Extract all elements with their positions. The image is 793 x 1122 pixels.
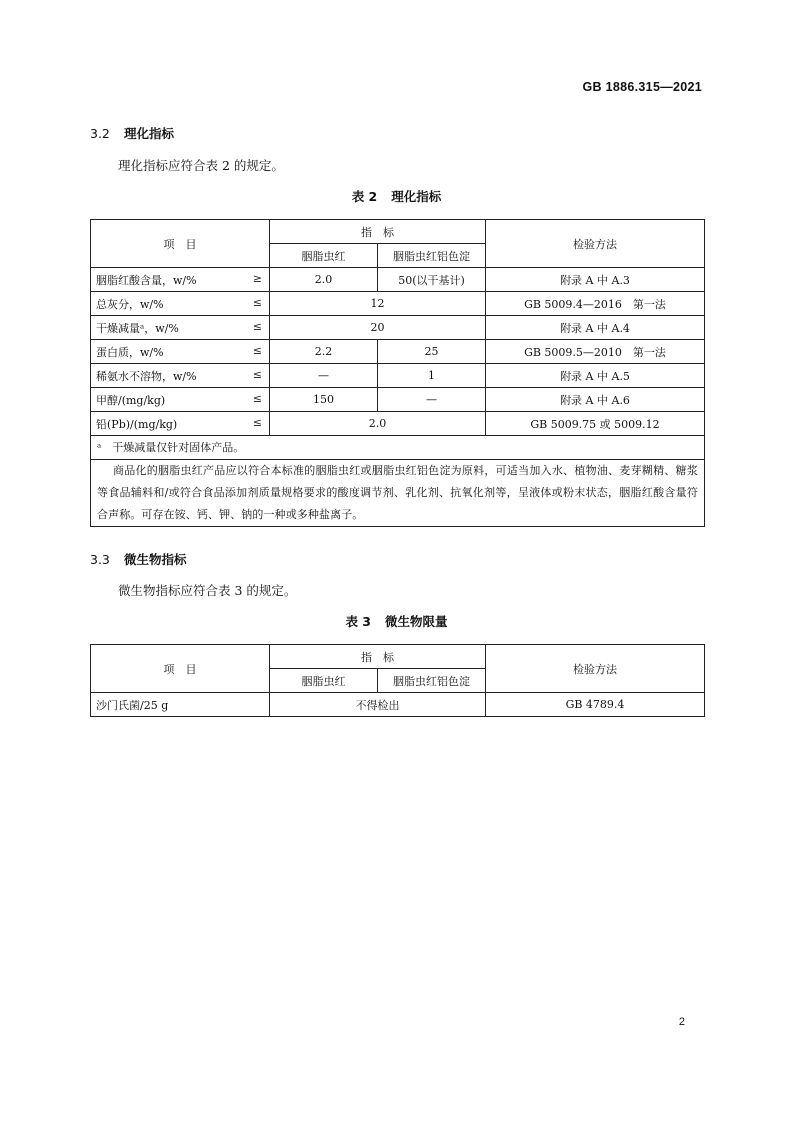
row-value-merged: 2.0: [270, 412, 486, 436]
table3-header-method: 检验方法: [486, 645, 705, 693]
row-value-a: 2.2: [270, 340, 378, 364]
limit-symbol: ≥: [252, 272, 262, 285]
row-method: 附录 A 中 A.5: [486, 364, 705, 388]
row-item-cell: [91, 340, 270, 364]
table-row: [91, 388, 705, 412]
row-value-a: —: [270, 364, 378, 388]
table2: [90, 219, 705, 527]
table3-caption-title: 微生物限量: [385, 614, 448, 629]
section-intro-3-3: 微生物指标应符合表 3 的规定。: [118, 583, 297, 598]
standard-number: GB 1886.315—2021: [582, 80, 702, 94]
row-item: 铅(Pb)/(mg/kg): [96, 417, 178, 431]
row-item-cell: [91, 292, 270, 316]
limit-symbol: ≤: [252, 344, 262, 357]
section-intro-3-2: 理化指标应符合表 2 的规定。: [118, 158, 284, 173]
table2-header-indicator: 指 标: [270, 220, 486, 244]
row-item-cell: [91, 364, 270, 388]
row-value-b: —: [378, 388, 486, 412]
row-item: 甲醇/(mg/kg): [96, 393, 166, 407]
table-row: [91, 268, 705, 292]
table2-header-col-a: 胭脂虫红: [270, 244, 378, 268]
table2-caption-title: 理化指标: [391, 189, 442, 204]
table-row: [91, 292, 705, 316]
table-row: [91, 340, 705, 364]
limit-symbol: ≤: [252, 416, 262, 429]
row-method: GB 5009.5—2010 第一法: [486, 340, 705, 364]
table3-header-row: [91, 645, 705, 669]
row-item: 干燥减量ᵃ，w/%: [96, 321, 179, 335]
row-value-merged: 12: [270, 292, 486, 316]
table3-caption: [0, 612, 793, 630]
row-value-a: 150: [270, 388, 378, 412]
page-number: 2: [678, 1016, 685, 1028]
row-method: 附录 A 中 A.3: [486, 268, 705, 292]
section-number: 3.2: [90, 126, 110, 141]
row-value-b: 50(以干基计): [378, 268, 486, 292]
table2-header-method: 检验方法: [486, 220, 705, 268]
table3: [90, 644, 705, 717]
table2-caption-number: 表 2: [351, 189, 378, 204]
table2-header-row: [91, 220, 705, 244]
row-value-b: 1: [378, 364, 486, 388]
table3-header-item: 项 目: [91, 645, 270, 693]
table2-footnote-row: [91, 436, 705, 460]
table3-caption-number: 表 3: [345, 614, 372, 629]
limit-symbol: ≤: [252, 296, 262, 309]
limit-symbol: ≤: [252, 320, 262, 333]
table-row: [91, 412, 705, 436]
section-title: 微生物指标: [124, 552, 187, 567]
section-title: 理化指标: [124, 126, 175, 141]
limit-symbol: ≤: [252, 368, 262, 381]
row-value-merged: 不得检出: [270, 693, 486, 717]
row-method: GB 5009.75 或 5009.12: [486, 412, 705, 436]
row-method: GB 4789.4: [486, 693, 705, 717]
section-heading-3-3: [90, 550, 187, 568]
limit-symbol: ≤: [252, 392, 262, 405]
row-item-cell: [91, 268, 270, 292]
row-item-cell: [91, 316, 270, 340]
row-item-cell: [91, 412, 270, 436]
table3-header-col-b: 胭脂虫红铝色淀: [378, 669, 486, 693]
row-method: GB 5009.4—2016 第一法: [486, 292, 705, 316]
table2-header-col-b: 胭脂虫红铝色淀: [378, 244, 486, 268]
table3-header-indicator: 指 标: [270, 645, 486, 669]
row-item: 胭脂红酸含量，w/%: [96, 273, 197, 287]
row-value-b: 25: [378, 340, 486, 364]
table2-note-row: [91, 460, 705, 527]
row-method: 附录 A 中 A.4: [486, 316, 705, 340]
table-row: [91, 693, 705, 717]
row-item: 蛋白质，w/%: [96, 345, 164, 359]
table3-header-col-a: 胭脂虫红: [270, 669, 378, 693]
row-value-merged: 20: [270, 316, 486, 340]
section-heading-3-2: [90, 124, 174, 142]
table-row: [91, 316, 705, 340]
row-value-a: 2.0: [270, 268, 378, 292]
row-item: 稀氨水不溶物，w/%: [96, 369, 197, 383]
table2-note: 商品化的胭脂虫红产品应以符合本标准的胭脂虫红或胭脂虫红铝色淀为原料，可适当加入水、植物油、麦芽糊精、糖浆等食品辅料和/或符合食品添加剂质量规格要求的酸度调节剂、乳化剂、抗氧化剂等，呈液体或粉末状态，胭脂红酸含量符合声称。可存在铵、钙、钾、钠的一种或多种盐离子。: [91, 460, 705, 527]
table2-footnote: ᵃ 干燥减量仅针对固体产品。: [91, 436, 705, 460]
table-row: [91, 364, 705, 388]
row-item: 总灰分，w/%: [96, 297, 164, 311]
table2-caption: [0, 187, 793, 205]
row-item-cell: [91, 388, 270, 412]
section-number: 3.3: [90, 552, 110, 567]
row-method: 附录 A 中 A.6: [486, 388, 705, 412]
row-item: 沙门氏菌/25 g: [91, 693, 270, 717]
table2-header-item: 项 目: [91, 220, 270, 268]
